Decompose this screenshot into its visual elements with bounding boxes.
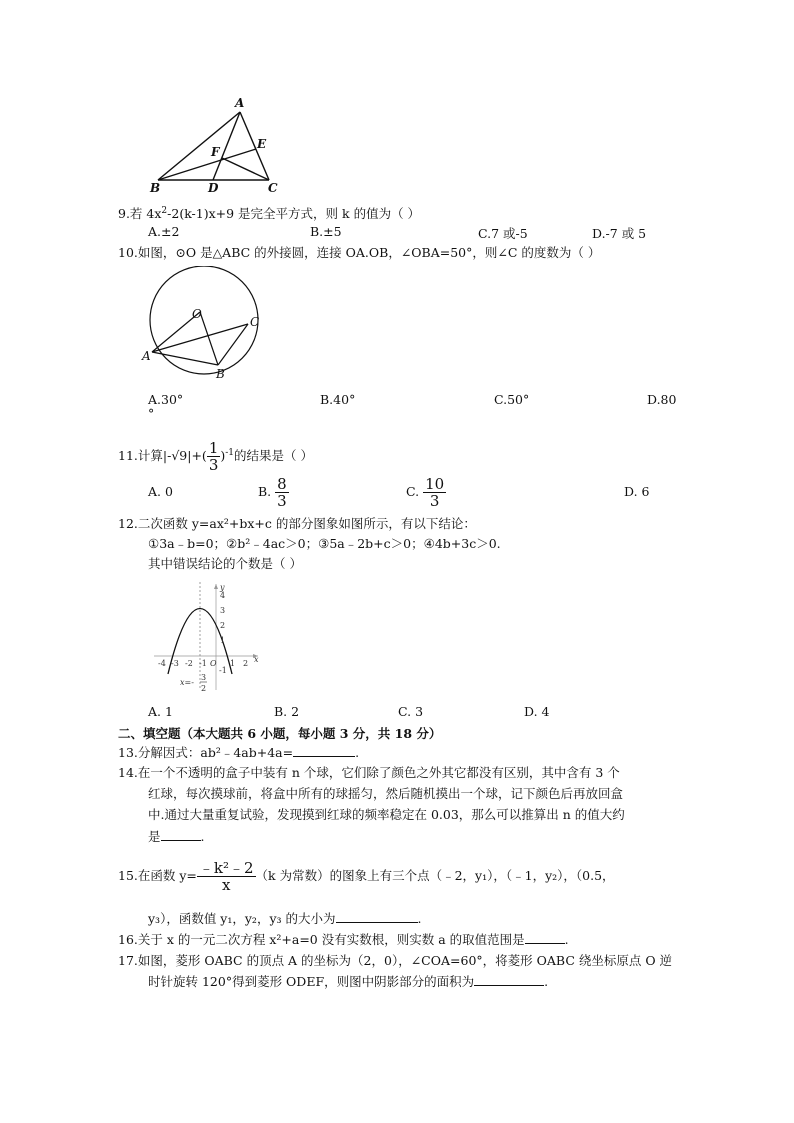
segment-bc <box>218 324 248 365</box>
q11-option-a[interactable]: A. 0 <box>148 484 173 499</box>
q12-question: 其中错误结论的个数是（ ） <box>148 556 302 571</box>
x-tick-neg1: -1 <box>199 659 207 668</box>
x-axis-label: x <box>254 655 259 664</box>
q11-fraction: $\frac{1}{3}$ <box>208 439 219 475</box>
label-e: E <box>257 137 267 151</box>
q12-option-c[interactable]: C. 3 <box>398 704 424 719</box>
q12-option-a[interactable]: A. 1 <box>148 704 173 719</box>
question-14-line-3: 中.通过大量重复试验，发现摸到红球的频率稳定在 0.03，那么可以推算出 n 的值大约 <box>148 807 625 822</box>
question-17-line-2: 时针旋转 120°得到菱形 ODEF，则图中阴影部分的面积为 . <box>148 974 549 989</box>
question-14-line-1: 14.在一个不透明的盒子中装有 n 个球，它们除了颜色之外其它都没有区别，其中含有 3 个 <box>118 765 620 780</box>
x-tick-2: 2 <box>243 659 249 668</box>
y-axis-label: y <box>220 583 225 592</box>
y-tick-1: 1 <box>220 636 226 645</box>
x-tick-1: 1 <box>230 659 236 668</box>
label-a: A <box>235 96 245 110</box>
x-tick-neg2: -2 <box>185 659 193 668</box>
y-tick-2: 2 <box>220 621 226 630</box>
label-o: O <box>192 307 202 321</box>
q9-option-d[interactable]: D.-7 或 5 <box>592 226 647 241</box>
question-9-stem: 9.若 $4x^2-2(k-1)x+9$ 是完全平方式，则 k 的值为（ ） <box>118 206 421 222</box>
symmetry-label-den: 2 <box>201 684 207 693</box>
origin-label: O <box>210 659 217 668</box>
parabola-graph <box>150 578 262 696</box>
label-d: D <box>208 181 219 195</box>
question-14-line-4: 是 . <box>148 829 205 844</box>
q9-option-a[interactable]: A.±2 <box>148 224 180 239</box>
q10-option-d[interactable]: D.80 <box>647 392 677 407</box>
segment-ba <box>158 112 240 180</box>
label-f: F <box>211 145 220 159</box>
y-tick-neg1: -1 <box>219 666 227 675</box>
y-axis-arrow <box>214 584 218 589</box>
q17-answer-blank[interactable] <box>474 973 544 986</box>
label-b: B <box>216 367 225 381</box>
q12-option-b[interactable]: B. 2 <box>274 704 300 719</box>
q11-option-d[interactable]: D. 6 <box>624 484 650 499</box>
label-c: C <box>250 315 260 329</box>
q10-option-a[interactable]: A.30° <box>148 392 184 407</box>
label-b: B <box>150 181 161 195</box>
q9-option-c[interactable]: C.7 或-5 <box>478 226 528 241</box>
q12-conclusions: ①3a﹣b=0；②b²﹣4ac＞0；③5a﹣2b+c＞0；④4b+3c＞0. <box>148 536 501 551</box>
triangle-figure <box>140 92 300 196</box>
section-2-heading: 二、填空题（本大题共 6 小题，每小题 3 分，共 18 分） <box>118 726 442 741</box>
question-10-stem: 10.如图，⊙O 是△ABC 的外接圆，连接 OA.OB，∠OBA=50°，则∠C 的度数为（ ） <box>118 245 601 260</box>
segment-cf <box>222 158 269 180</box>
circle-figure <box>140 266 275 382</box>
symmetry-label-prefix: x=- <box>180 678 194 687</box>
q10-option-b[interactable]: B.40° <box>320 392 356 407</box>
x-tick-neg3: -3 <box>171 659 179 668</box>
q11-option-b[interactable]: B. $\frac{8}{3}$ <box>258 475 287 510</box>
question-15-line-2: y₃），函数值 y₁，y₂，y₃ 的大小为 . <box>148 911 422 926</box>
q14-answer-blank[interactable] <box>161 828 201 841</box>
segment-ab <box>152 352 218 365</box>
q15-answer-blank[interactable] <box>336 910 418 923</box>
q11-option-c[interactable]: C. $\frac{10}{3}$ <box>406 475 445 510</box>
y-tick-3: 3 <box>220 606 226 615</box>
q10-option-d-degree: ° <box>148 406 155 421</box>
y-tick-4: 4 <box>220 591 226 600</box>
question-16: 16.关于 x 的一元二次方程 x²+a=0 没有实数根，则实数 a 的取值范围是 . <box>118 932 569 947</box>
q16-answer-blank[interactable] <box>525 931 565 944</box>
segment-ob <box>200 312 218 365</box>
question-11-stem: 11.计算|-√9|+( $\frac{1}{3}$ )$^{-1}$的结果是（ ） <box>118 439 314 475</box>
segment-be <box>158 149 256 180</box>
question-12-stem: 12.二次函数 y=ax²+bx+c 的部分图象如图所示，有以下结论： <box>118 516 476 531</box>
q13-answer-blank[interactable] <box>293 744 355 757</box>
question-15-line-1: 15.在函数 y= $\frac{\text{﹣k²﹣2}}{x}$ （k 为常数）的图象上有三个点（﹣2，y₁），（﹣1，y₂），（0.5， <box>118 859 615 894</box>
label-c: C <box>268 181 278 195</box>
label-a: A <box>142 349 151 363</box>
segment-ac <box>152 324 248 352</box>
circumcircle <box>150 266 258 374</box>
q12-option-d[interactable]: D. 4 <box>524 704 550 719</box>
question-17-line-1: 17.如图，菱形 OABC 的顶点 A 的坐标为（2，0），∠COA=60°，将菱形 OABC 绕坐标原点 O 逆 <box>118 953 673 968</box>
q10-option-c[interactable]: C.50° <box>494 392 530 407</box>
x-tick-neg4: -4 <box>158 659 166 668</box>
q9-option-b[interactable]: B.±5 <box>310 224 342 239</box>
symmetry-label-num: 3 <box>201 673 207 682</box>
question-14-line-2: 红球，每次摸球前，将盒中所有的球摇匀，然后随机摸出一个球，记下颜色后再放回盒 <box>148 786 624 801</box>
question-13: 13.分解因式：ab²﹣4ab+4a= . <box>118 745 360 760</box>
q15-fraction: $\frac{\text{﹣k²﹣2}}{x}$ <box>198 859 254 894</box>
